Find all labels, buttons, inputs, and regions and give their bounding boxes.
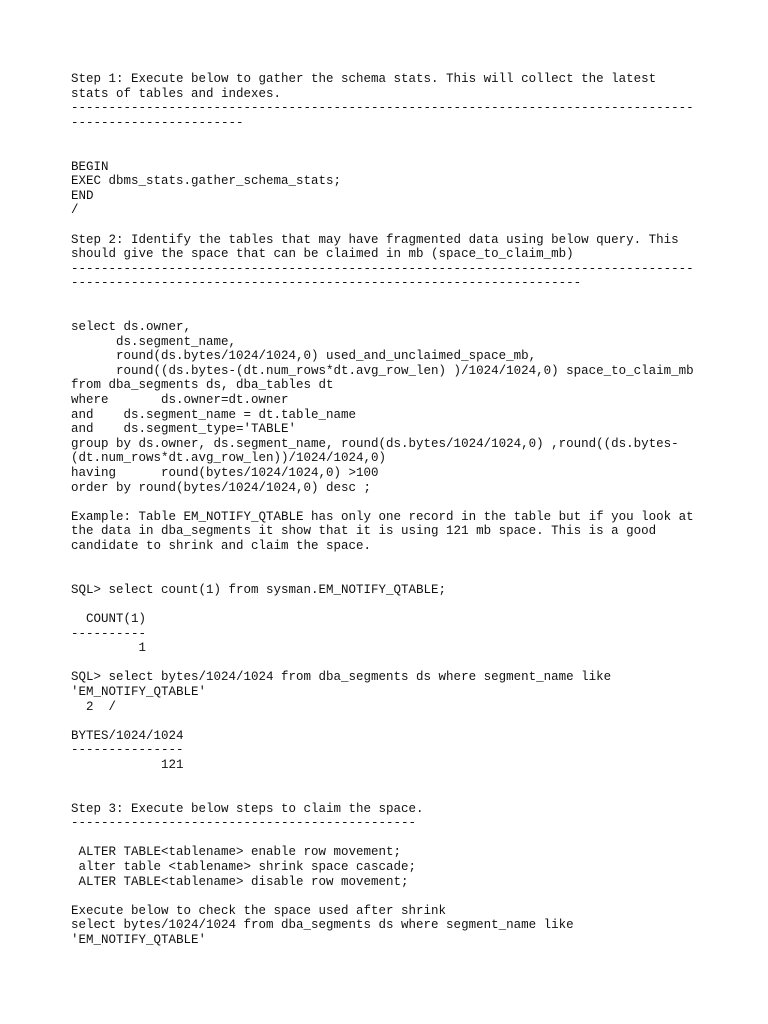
example-count-value: 1 xyxy=(71,641,147,656)
step3-command-line: ALTER TABLE<tablename> enable row movement; xyxy=(71,845,402,860)
spacer xyxy=(71,130,711,145)
step2-query-line: round(ds.bytes/1024/1024,0) used_and_unclaimed_space_mb, xyxy=(71,349,537,364)
step2-query-line: from dba_segments ds, dba_tables dt xyxy=(71,378,334,393)
step1-code-line: BEGIN xyxy=(71,159,109,174)
spacer xyxy=(71,597,711,612)
spacer xyxy=(71,656,711,671)
step2-query-line: and ds.segment_type='TABLE' xyxy=(71,422,297,437)
spacer xyxy=(71,495,711,510)
step1-rule-line2: ----------------------- xyxy=(71,115,244,130)
spacer xyxy=(71,831,711,846)
step2-rule-line2: -------------------------------------------------------------------- xyxy=(71,276,582,291)
spacer xyxy=(71,145,711,160)
step1-code-line: / xyxy=(71,203,79,218)
step1-code-line: END xyxy=(71,188,94,203)
document-body xyxy=(71,72,711,948)
step3-check-line2: select bytes/1024/1024 from dba_segments ds where segment_name like xyxy=(71,918,574,933)
example-sql-bytes-line1: SQL> select bytes/1024/1024 from dba_segments ds where segment_name like xyxy=(71,670,612,685)
example-sql-bytes-line3: 2 / xyxy=(71,699,117,714)
step2-query-line: select ds.owner, xyxy=(71,320,192,335)
spacer xyxy=(71,306,711,321)
step2-heading-line2: should give the space that can be claimed in mb (space_to_claim_mb) xyxy=(71,247,574,262)
step3-check-line1: Execute below to check the space used after shrink xyxy=(71,903,447,918)
example-text-line: candidate to shrink and claim the space. xyxy=(71,539,372,553)
spacer xyxy=(71,773,711,788)
step3-check-line3: 'EM_NOTIFY_QTABLE' xyxy=(71,933,207,948)
step1-rule-line1: ----------------------------------------------------------------------------------- xyxy=(71,101,694,116)
spacer xyxy=(71,787,711,802)
step3-rule: ---------------------------------------------- xyxy=(71,816,417,831)
example-text-line: the data in dba_segments it show that it is using 121 mb space. This is a good xyxy=(71,524,657,539)
spacer xyxy=(71,714,711,729)
step2-query-line: group by ds.owner, ds.segment_name, round(ds.bytes/1024/1024,0) ,round((ds.bytes- xyxy=(71,436,679,451)
step3-heading: Step 3: Execute below steps to claim the space. xyxy=(71,801,424,816)
spacer xyxy=(71,554,711,569)
step2-query-line: order by round(bytes/1024/1024,0) desc ; xyxy=(71,480,372,495)
example-sql-bytes-line2: 'EM_NOTIFY_QTABLE' xyxy=(71,684,207,699)
example-bytes-value: 121 xyxy=(71,757,184,772)
spacer xyxy=(71,218,711,233)
step3-command-line: alter table <tablename> shrink space cascade; xyxy=(71,860,417,875)
step2-query-line: (dt.num_rows*dt.avg_row_len))/1024/1024,0) xyxy=(71,451,387,466)
step2-rule-line1: ----------------------------------------------------------------------------------- xyxy=(71,261,694,276)
spacer xyxy=(71,889,711,904)
example-bytes-rule: --------------- xyxy=(71,743,184,758)
step2-query-line: where ds.owner=dt.owner xyxy=(71,393,289,408)
step1-heading-line2: stats of tables and indexes. xyxy=(71,86,282,101)
example-sql-count: SQL> select count(1) from sysman.EM_NOTIFY_QTABLE; xyxy=(71,582,447,597)
example-bytes-header: BYTES/1024/1024 xyxy=(71,728,184,743)
step2-query-line: round((ds.bytes-(dt.num_rows*dt.avg_row_len) )/1024/1024,0) space_to_claim_mb xyxy=(71,363,694,378)
spacer xyxy=(71,291,711,306)
spacer xyxy=(71,568,711,583)
step2-heading-line1: Step 2: Identify the tables that may have fragmented data using below query. This xyxy=(71,232,679,247)
example-count-rule: ---------- xyxy=(71,626,147,641)
step1-heading-line1: Step 1: Execute below to gather the schema stats. This will collect the latest xyxy=(71,72,657,86)
step2-query-line: having round(bytes/1024/1024,0) >100 xyxy=(71,466,379,481)
example-text-line: Example: Table EM_NOTIFY_QTABLE has only one record in the table but if you look at xyxy=(71,509,694,524)
step1-code-line: EXEC dbms_stats.gather_schema_stats; xyxy=(71,174,342,189)
step2-query-line: and ds.segment_name = dt.table_name xyxy=(71,407,357,422)
step2-query-line: ds.segment_name, xyxy=(71,334,237,349)
example-count-header: COUNT(1) xyxy=(71,611,147,626)
step3-command-line: ALTER TABLE<tablename> disable row movement; xyxy=(71,874,409,889)
